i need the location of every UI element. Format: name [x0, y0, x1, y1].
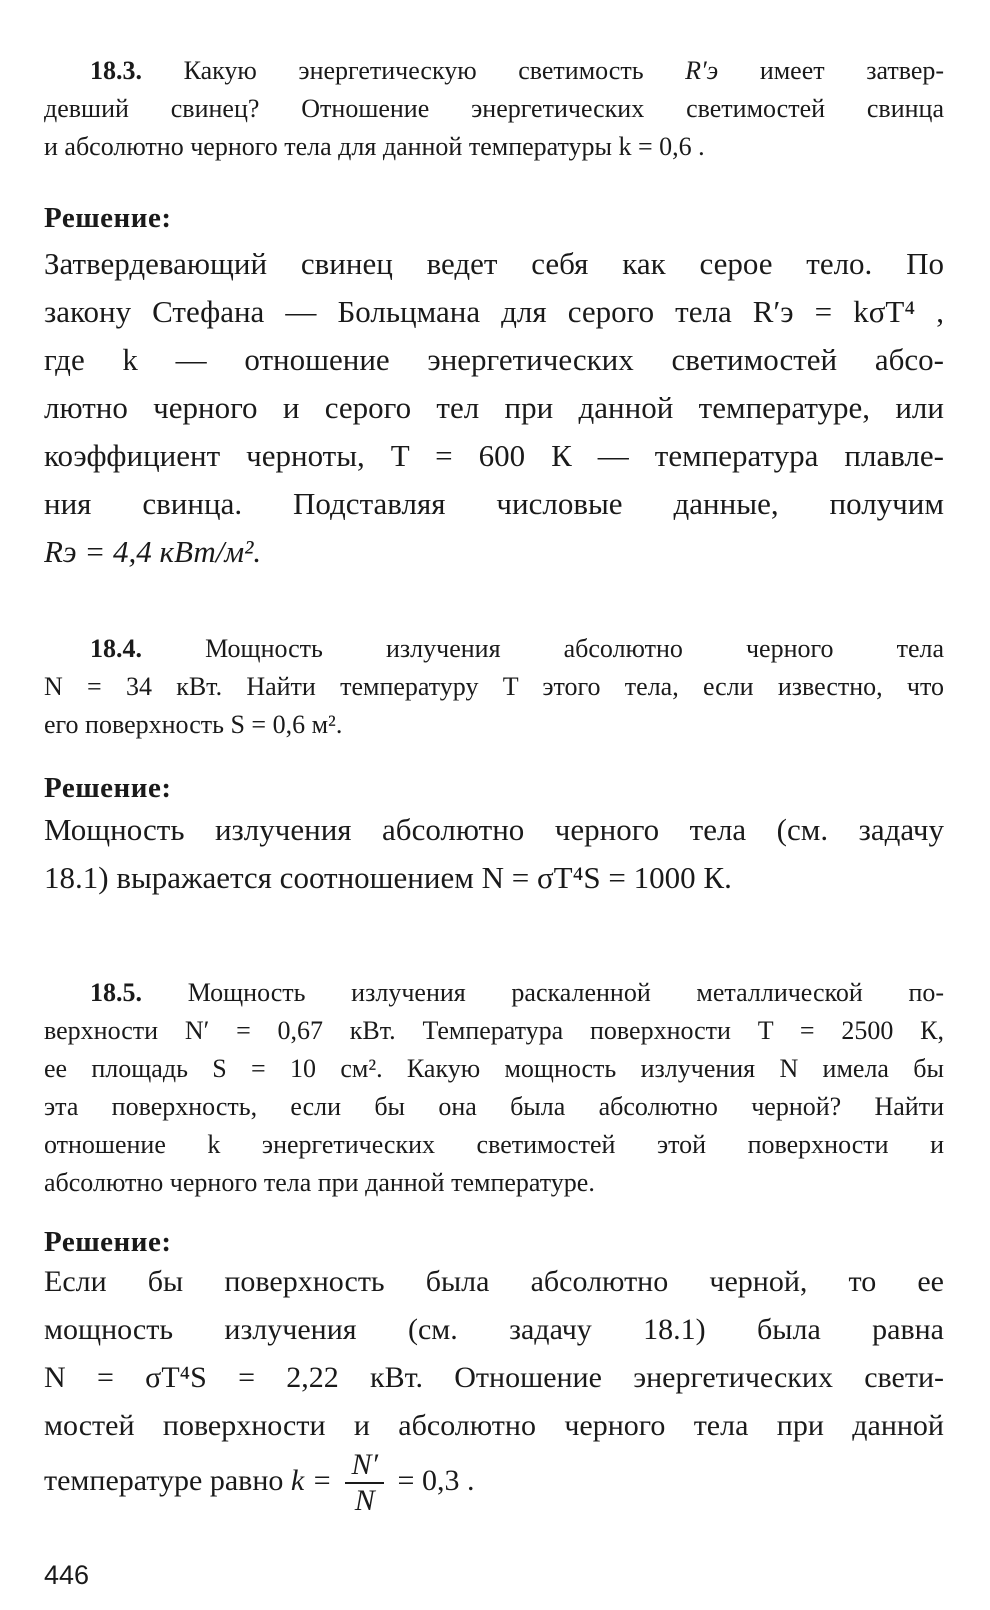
- solution-line: где k — отношение энергетических светимостей абсо-: [44, 342, 944, 377]
- problem-number: 18.5.: [90, 978, 142, 1007]
- problem-18-3-solution: [44, 240, 944, 576]
- solution-line: Мощность излучения абсолютно черного тела (см. задачу: [44, 812, 944, 847]
- solution-line: температуре равно: [44, 1463, 284, 1497]
- fraction-numerator: N′: [345, 1448, 384, 1484]
- problem-18-5-statement: 18.5. Мощность излучения раскаленной металлической по- верхности N′ = 0,67 кВт. Температура поверхности T = 2500 К, ее площадь S = 10 см². Какую мощность излучения N имела бы эта поверхность, если бы она была абсолютно черной? Найти отношение k энергетических светимостей этой поверхности и абсолютно черного тела при данной температуре.: [44, 974, 944, 1202]
- solution-heading: Решение:: [44, 1226, 172, 1258]
- solution-line: N = σT⁴S = 2,22 кВт. Отношение энергетических свети-: [44, 1361, 944, 1394]
- statement-line: абсолютно черного тела при данной температуре.: [44, 1168, 595, 1197]
- statement-line: эта поверхность, если бы она была абсолютно черной? Найти: [44, 1092, 944, 1121]
- solution-line: мощность излучения (см. задачу 18.1) была равна: [44, 1313, 944, 1346]
- solution-line: Затвердевающий свинец ведет себя как серое тело. По: [44, 246, 944, 281]
- solution-heading: Решение:: [44, 202, 172, 234]
- fraction-denominator: N: [354, 1484, 375, 1517]
- statement-line: ее площадь S = 10 см². Какую мощность излучения N имела бы: [44, 1054, 944, 1083]
- solution-line: закону Стефана — Больцмана для серого тела R′э = kσT⁴ ,: [44, 294, 944, 329]
- fraction-line: [44, 1448, 944, 1518]
- solution-heading: Решение:: [44, 772, 172, 804]
- fraction-rhs: = 0,3 .: [397, 1463, 475, 1497]
- solution-line: Если бы поверхность была абсолютно черной, то ее: [44, 1265, 944, 1298]
- fraction: [345, 1448, 384, 1518]
- statement-line: и абсолютно черного тела для данной температуры k = 0,6 .: [44, 132, 705, 161]
- solution-line: Rэ = 4,4 кВт/м².: [44, 534, 262, 569]
- problem-18-4-statement: 18.4. Мощность излучения абсолютно черного тела N = 34 кВт. Найти температуру T этого тела, если известно, что его поверхность S = 0,6 м².: [44, 630, 944, 744]
- solution-line: коэффициент черноты, T = 600 К — температура плавле-: [44, 438, 944, 473]
- problem-18-5-solution: [44, 1258, 944, 1450]
- solution-line: ния свинца. Подставляя числовые данные, получим: [44, 486, 944, 521]
- solution-line: мостей поверхности и абсолютно черного тела при данной: [44, 1409, 944, 1442]
- solution-line: лютно черного и серого тел при данной температуре, или: [44, 390, 944, 425]
- statement-line: верхности N′ = 0,67 кВт. Температура поверхности T = 2500 К,: [44, 1016, 944, 1045]
- problem-18-4-solution: [44, 806, 944, 902]
- solution-line: 18.1) выражается соотношением N = σT⁴S = 1000 К.: [44, 860, 732, 895]
- statement-line: его поверхность S = 0,6 м².: [44, 710, 343, 739]
- fraction-lhs: k =: [290, 1463, 332, 1497]
- problem-18-3-statement: 18.3. Какую энергетическую светимость R′э имеет затвер- девший свинец? Отношение энергетических светимостей свинца и абсолютно черного тела для данной температуры k = 0,6 .: [44, 52, 944, 166]
- statement-line: девший свинец? Отношение энергетических светимостей свинца: [44, 94, 944, 123]
- statement-line: отношение k энергетических светимостей этой поверхности и: [44, 1130, 944, 1159]
- problem-number: 18.4.: [90, 634, 142, 663]
- page-number: 446: [44, 1560, 90, 1590]
- problem-number: 18.3.: [90, 56, 142, 85]
- statement-line: N = 34 кВт. Найти температуру T этого тела, если известно, что: [44, 672, 944, 701]
